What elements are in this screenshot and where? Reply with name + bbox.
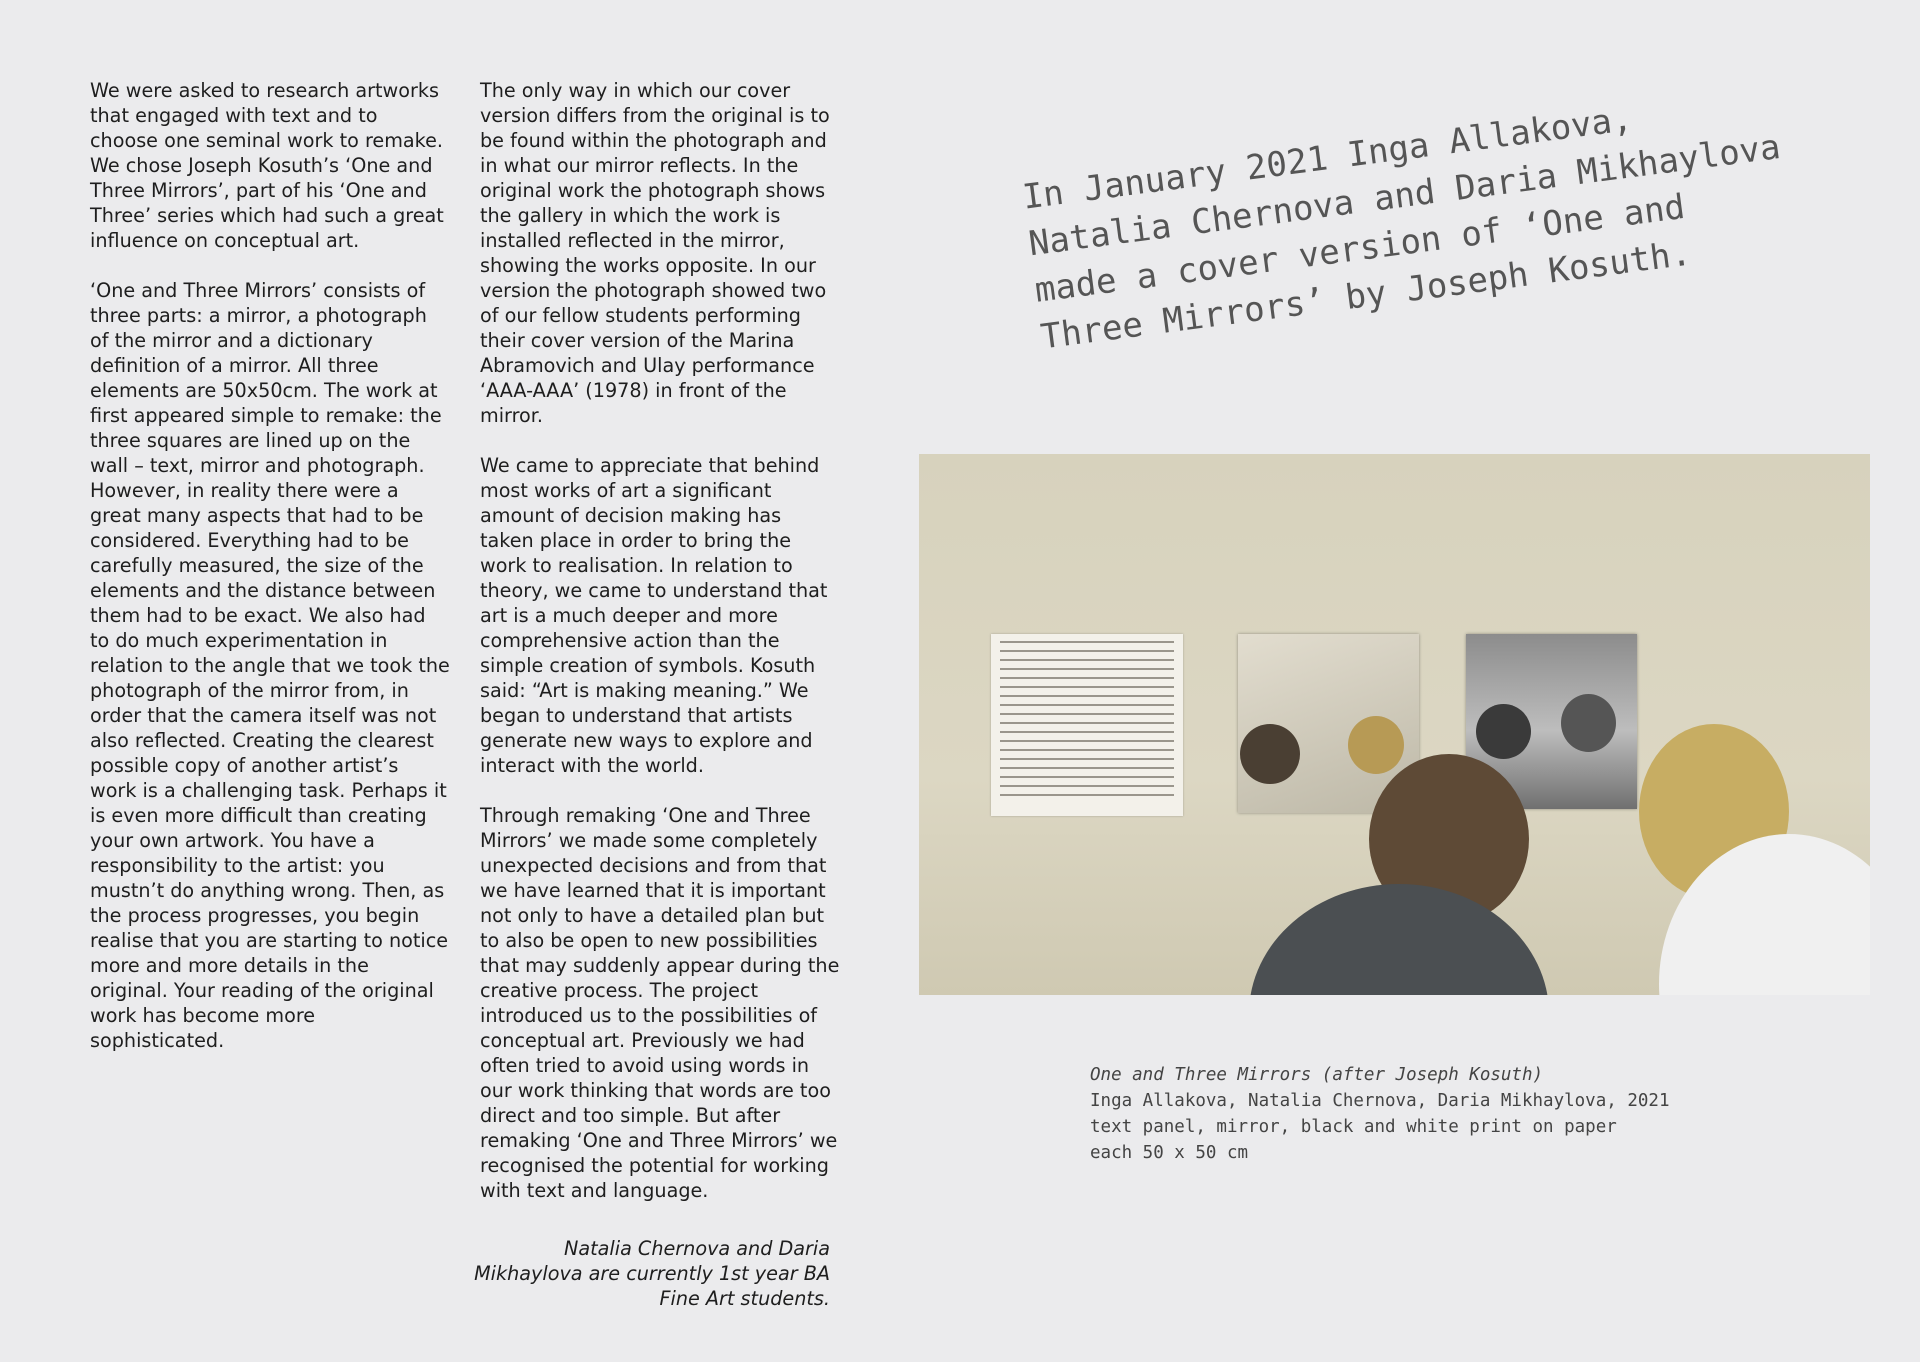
image-caption (1090, 1062, 1830, 1166)
author-byline: Natalia Chernova and Daria Mikhaylova are currently 1st year BA Fine Art students. (474, 1237, 830, 1310)
text-column-left (90, 78, 450, 1078)
text-column-middle (480, 78, 840, 1228)
paragraph: ‘One and Three Mirrors’ consists of three parts: a mirror, a photograph of the mirror and a dictionary definition of a mirror. All three elements are 50x50cm. The work at first appeared simple to remake: the three squares are lined up on the wall – text, mirror and photograph. However, in reality there were a great many aspects that had to be considered. Everything had to be carefully measured, the size of the elements and the distance between them had to be exact. We also had to do much experimentation in relation to the angle that we took the photograph of the mirror from, in order that the camera itself was not also reflected. Creating the clearest possible copy of another artist’s work is a challenging task. Perhaps it is even more difficult than creating your own artwork. You have a responsibility to the artist: you mustn’t do anything wrong. Then, as the process progresses, you begin realise that you are starting to notice more and more details in the original. Your reading of the original work has become more sophisticated. (90, 279, 450, 1052)
caption-artists: Inga Allakova, Natalia Chernova, Daria Mikhaylova, 2021 (1090, 1091, 1670, 1111)
dictionary-text-panel (991, 634, 1183, 816)
caption-title: One and Three Mirrors (after Joseph Kosuth) (1090, 1065, 1544, 1085)
paragraph: Through remaking ‘One and Three Mirrors’ we made some completely unexpected decisions and from that we have learned that it is important not only to have a detailed plan but to also be open to new possibilities that may suddenly appear during the creative process. The project introduced us to the possibilities of conceptual art. Previously we had often tried to avoid using words in our work thinking that words are too direct and too simple. But after remaking ‘One and Three Mirrors’ we recognised the potential for working with text and language. (480, 804, 840, 1202)
pull-quote: In January 2021 Inga Allakova, Natalia Chernova and Daria Mikhaylova made a cover version of ‘One and Three Mirrors’ by Joseph Kosuth. (1020, 98, 1783, 358)
paragraph: We were asked to research artworks that engaged with text and to choose one seminal work to remake. We chose Joseph Kosuth’s ‘One and Three Mirrors’, part of his ‘One and Three’ series which had such a great influence on conceptual art. (90, 79, 444, 252)
paragraph: The only way in which our cover version differs from the original is to be found within the photograph and in what our mirror reflects. In the original work the photograph shows the gallery in which the work is installed reflected in the mirror, showing the works opposite. In our version the photograph showed two of our fellow students performing their cover version of the Marina Abramovich and Ulay performance ‘AAA-AAA’ (1978) in front of the mirror. (480, 79, 830, 427)
artwork-photo (919, 454, 1870, 995)
caption-size: each 50 x 50 cm (1090, 1143, 1249, 1163)
caption-medium: text panel, mirror, black and white print on paper (1090, 1117, 1617, 1137)
paragraph: We came to appreciate that behind most works of art a significant amount of decision making has taken place in order to bring the work to realisation. In relation to theory, we came to understand that art is a much deeper and more comprehensive action than the simple creation of symbols. Kosuth said: “Art is making meaning.” We began to understand that artists generate new ways to explore and interact with the world. (480, 454, 828, 777)
